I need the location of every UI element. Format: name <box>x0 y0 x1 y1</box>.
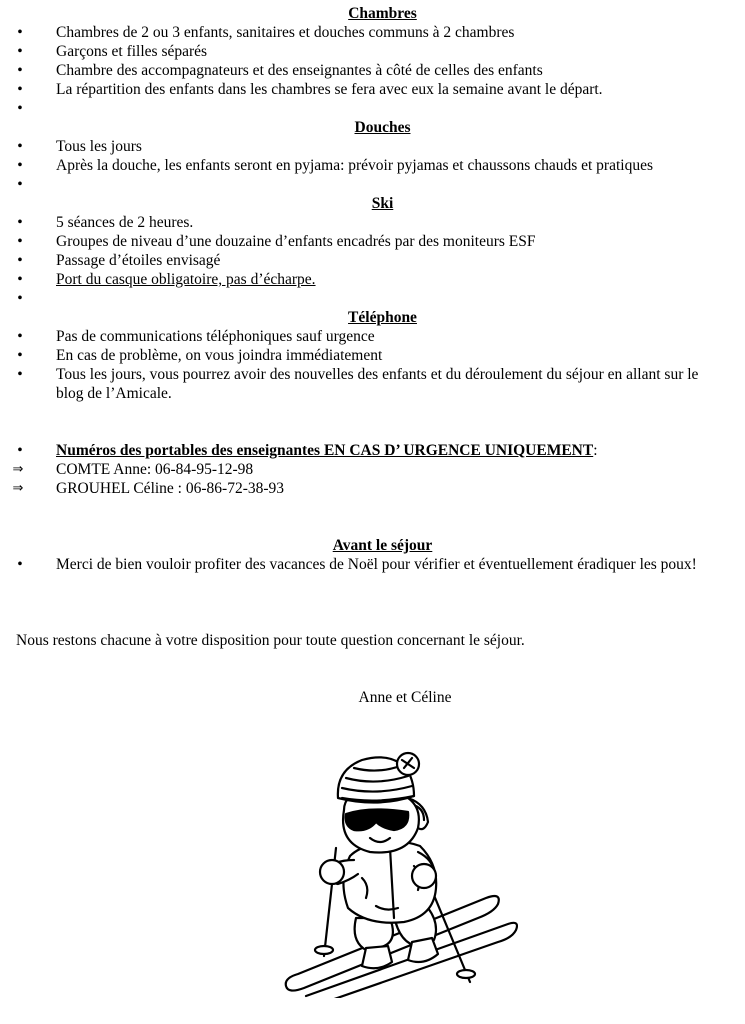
bullet-icon: • <box>17 157 23 174</box>
list-chambres <box>0 23 745 118</box>
spacer <box>0 517 745 536</box>
list-item <box>0 61 745 80</box>
bullet-icon: • <box>17 556 23 573</box>
list-item <box>0 213 745 232</box>
list-item <box>0 555 745 574</box>
list-item <box>0 251 745 270</box>
spacer <box>0 574 745 593</box>
child-skier-illustration <box>258 748 518 998</box>
left-mitten <box>320 860 344 884</box>
item-text: Tous les jours, vous pourrez avoir des nouvelles des enfants et du déroulement du séjour en allant sur le blog de l’Amicale. <box>56 366 699 402</box>
bullet-icon: • <box>17 271 23 288</box>
item-text: La répartition des enfants dans les chambres se fera avec eux la semaine avant le départ. <box>56 81 603 98</box>
bullet-icon: • <box>17 233 23 250</box>
item-text: Après la douche, les enfants seront en pyjama: prévoir pyjamas et chaussons chauds et pratiques <box>56 157 653 174</box>
list-item <box>0 137 745 156</box>
list-item-empty <box>0 289 745 308</box>
heading-chambres: Chambres <box>348 5 417 22</box>
heading-telephone: Téléphone <box>348 309 417 326</box>
closing-paragraph: Nous restons chacune à votre disposition pour toute question concernant le séjour. <box>16 632 525 649</box>
bullet-icon: • <box>17 328 23 345</box>
list-douches <box>0 137 745 194</box>
bullet-icon: • <box>17 290 23 307</box>
list-item <box>0 232 745 251</box>
list-item <box>0 23 745 42</box>
contact-text: GROUHEL Céline : 06-86-72-38-93 <box>56 480 285 497</box>
item-text: Chambre des accompagnateurs et des enseignantes à côté de celles des enfants <box>56 62 543 79</box>
list-telephone <box>0 327 745 403</box>
signature: Anne et Céline <box>358 689 452 706</box>
bullet-icon: • <box>17 214 23 231</box>
item-text: 5 séances de 2 heures. <box>56 214 194 231</box>
contact-text: COMTE Anne: 06-84-95-12-98 <box>56 461 254 478</box>
arrow-right-icon: ⇒ <box>12 481 24 496</box>
right-mitten <box>412 864 436 888</box>
phones-heading-suffix: : <box>593 442 598 459</box>
spacer <box>0 650 745 669</box>
list-phones <box>0 441 745 498</box>
contact-item <box>0 460 745 479</box>
list-item <box>0 327 745 346</box>
item-text: Chambres de 2 ou 3 enfants, sanitaires et douches communs à 2 chambres <box>56 24 515 41</box>
list-item <box>0 270 745 289</box>
spacer <box>0 403 745 422</box>
bullet-icon: • <box>17 43 23 60</box>
list-avant-le-sejour <box>0 555 745 574</box>
heading-douches: Douches <box>354 119 411 136</box>
right-boot <box>408 938 438 962</box>
bullet-icon: • <box>17 442 23 459</box>
list-item <box>0 346 745 365</box>
heading-ski: Ski <box>371 195 394 212</box>
bullet-icon: • <box>17 366 23 383</box>
item-text: Passage d’étoiles envisagé <box>56 252 221 269</box>
list-item-empty <box>0 99 745 118</box>
bullet-icon: • <box>17 252 23 269</box>
bullet-icon: • <box>17 62 23 79</box>
arrow-right-icon: ⇒ <box>12 462 24 477</box>
spacer <box>0 612 745 631</box>
left-boot <box>362 946 392 968</box>
bullet-icon: • <box>17 24 23 41</box>
spacer <box>0 593 745 612</box>
list-item <box>0 365 745 403</box>
item-text: Merci de bien vouloir profiter des vacances de Noël pour vérifier et éventuellement éradiquer les poux! <box>56 556 697 573</box>
phones-heading: Numéros des portables des enseignantes EN CAS D’ URGENCE UNIQUEMENT <box>56 442 594 459</box>
bullet-icon: • <box>17 138 23 155</box>
document-page <box>0 4 745 707</box>
spacer <box>0 669 745 688</box>
list-item <box>0 441 745 460</box>
bullet-icon: • <box>17 81 23 98</box>
item-text: Groupes de niveau d’une douzaine d’enfants encadrés par des moniteurs ESF <box>56 233 536 250</box>
item-text: Pas de communications téléphoniques sauf urgence <box>56 328 375 345</box>
bullet-icon: • <box>17 100 23 117</box>
contact-item <box>0 479 745 498</box>
list-item <box>0 42 745 61</box>
spacer <box>0 498 745 517</box>
heading-avant-le-sejour: Avant le séjour <box>332 537 433 554</box>
item-text: Tous les jours <box>56 138 142 155</box>
list-item <box>0 156 745 175</box>
bullet-icon: • <box>17 347 23 364</box>
list-item-empty <box>0 175 745 194</box>
list-ski <box>0 213 745 308</box>
item-text: En cas de problème, on vous joindra immédiatement <box>56 347 383 364</box>
right-pole-basket <box>457 970 475 978</box>
item-text: Garçons et filles séparés <box>56 43 208 60</box>
helmet-rule-text: Port du casque obligatoire, pas d’écharpe. <box>56 271 316 288</box>
bullet-icon: • <box>17 176 23 193</box>
left-pole-basket <box>315 946 333 954</box>
list-item <box>0 80 745 99</box>
spacer <box>0 422 745 441</box>
